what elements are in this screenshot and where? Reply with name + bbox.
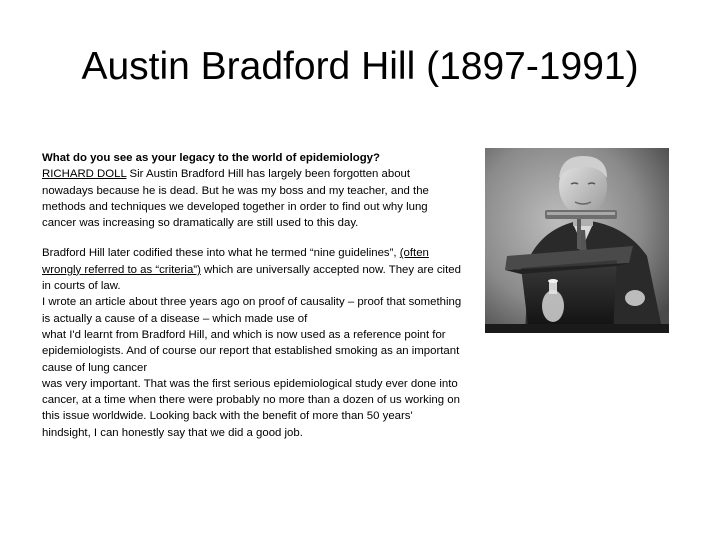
paragraph-gap	[42, 231, 462, 245]
slide-title: Austin Bradford Hill (1897-1991)	[81, 45, 639, 88]
speaker-name: RICHARD DOLL	[42, 168, 127, 181]
guidelines-intro: Bradford Hill later codified these into what he termed “nine guidelines”,	[42, 247, 400, 260]
article-line-2: what I'd learnt from Bradford Hill, and which is now used as a reference point for epidemiologists. And of course our report that established smoking as an important cause of lung cancer	[42, 328, 460, 374]
guidelines-paragraph	[42, 245, 462, 294]
criteria-note: (often wrongly referred to as “criteria”)	[42, 247, 429, 276]
article-line-3: was very important. That was the first serious epidemiological study ever done into cancer, at a time when there were probably no more than a dozen of us working on this issue worldwide. Looking back with the benefit of more than 50 years' hindsight, I can honestly say that we did a good job.	[42, 377, 460, 439]
portrait-image	[485, 148, 669, 333]
answer-text: Sir Austin Bradford Hill has largely been forgotten about nowadays because he is dead. But he was my boss and my teacher, and the methods and techniques we developed together in order to find out why lung cancer was increasing so dramatically are still used to this day.	[42, 168, 429, 230]
guidelines-rest: which are universally accepted now. They are cited in courts of law.	[42, 263, 461, 293]
interview-question: What do you see as your legacy to the world of epidemiology?	[42, 152, 380, 164]
interview-answer	[42, 166, 462, 231]
portrait-photo	[485, 148, 669, 333]
article-line-1: I wrote an article about three years ago on proof of causality – proof that something is actually a cause of a disease – which made use of	[42, 296, 462, 325]
body-text	[42, 150, 462, 441]
